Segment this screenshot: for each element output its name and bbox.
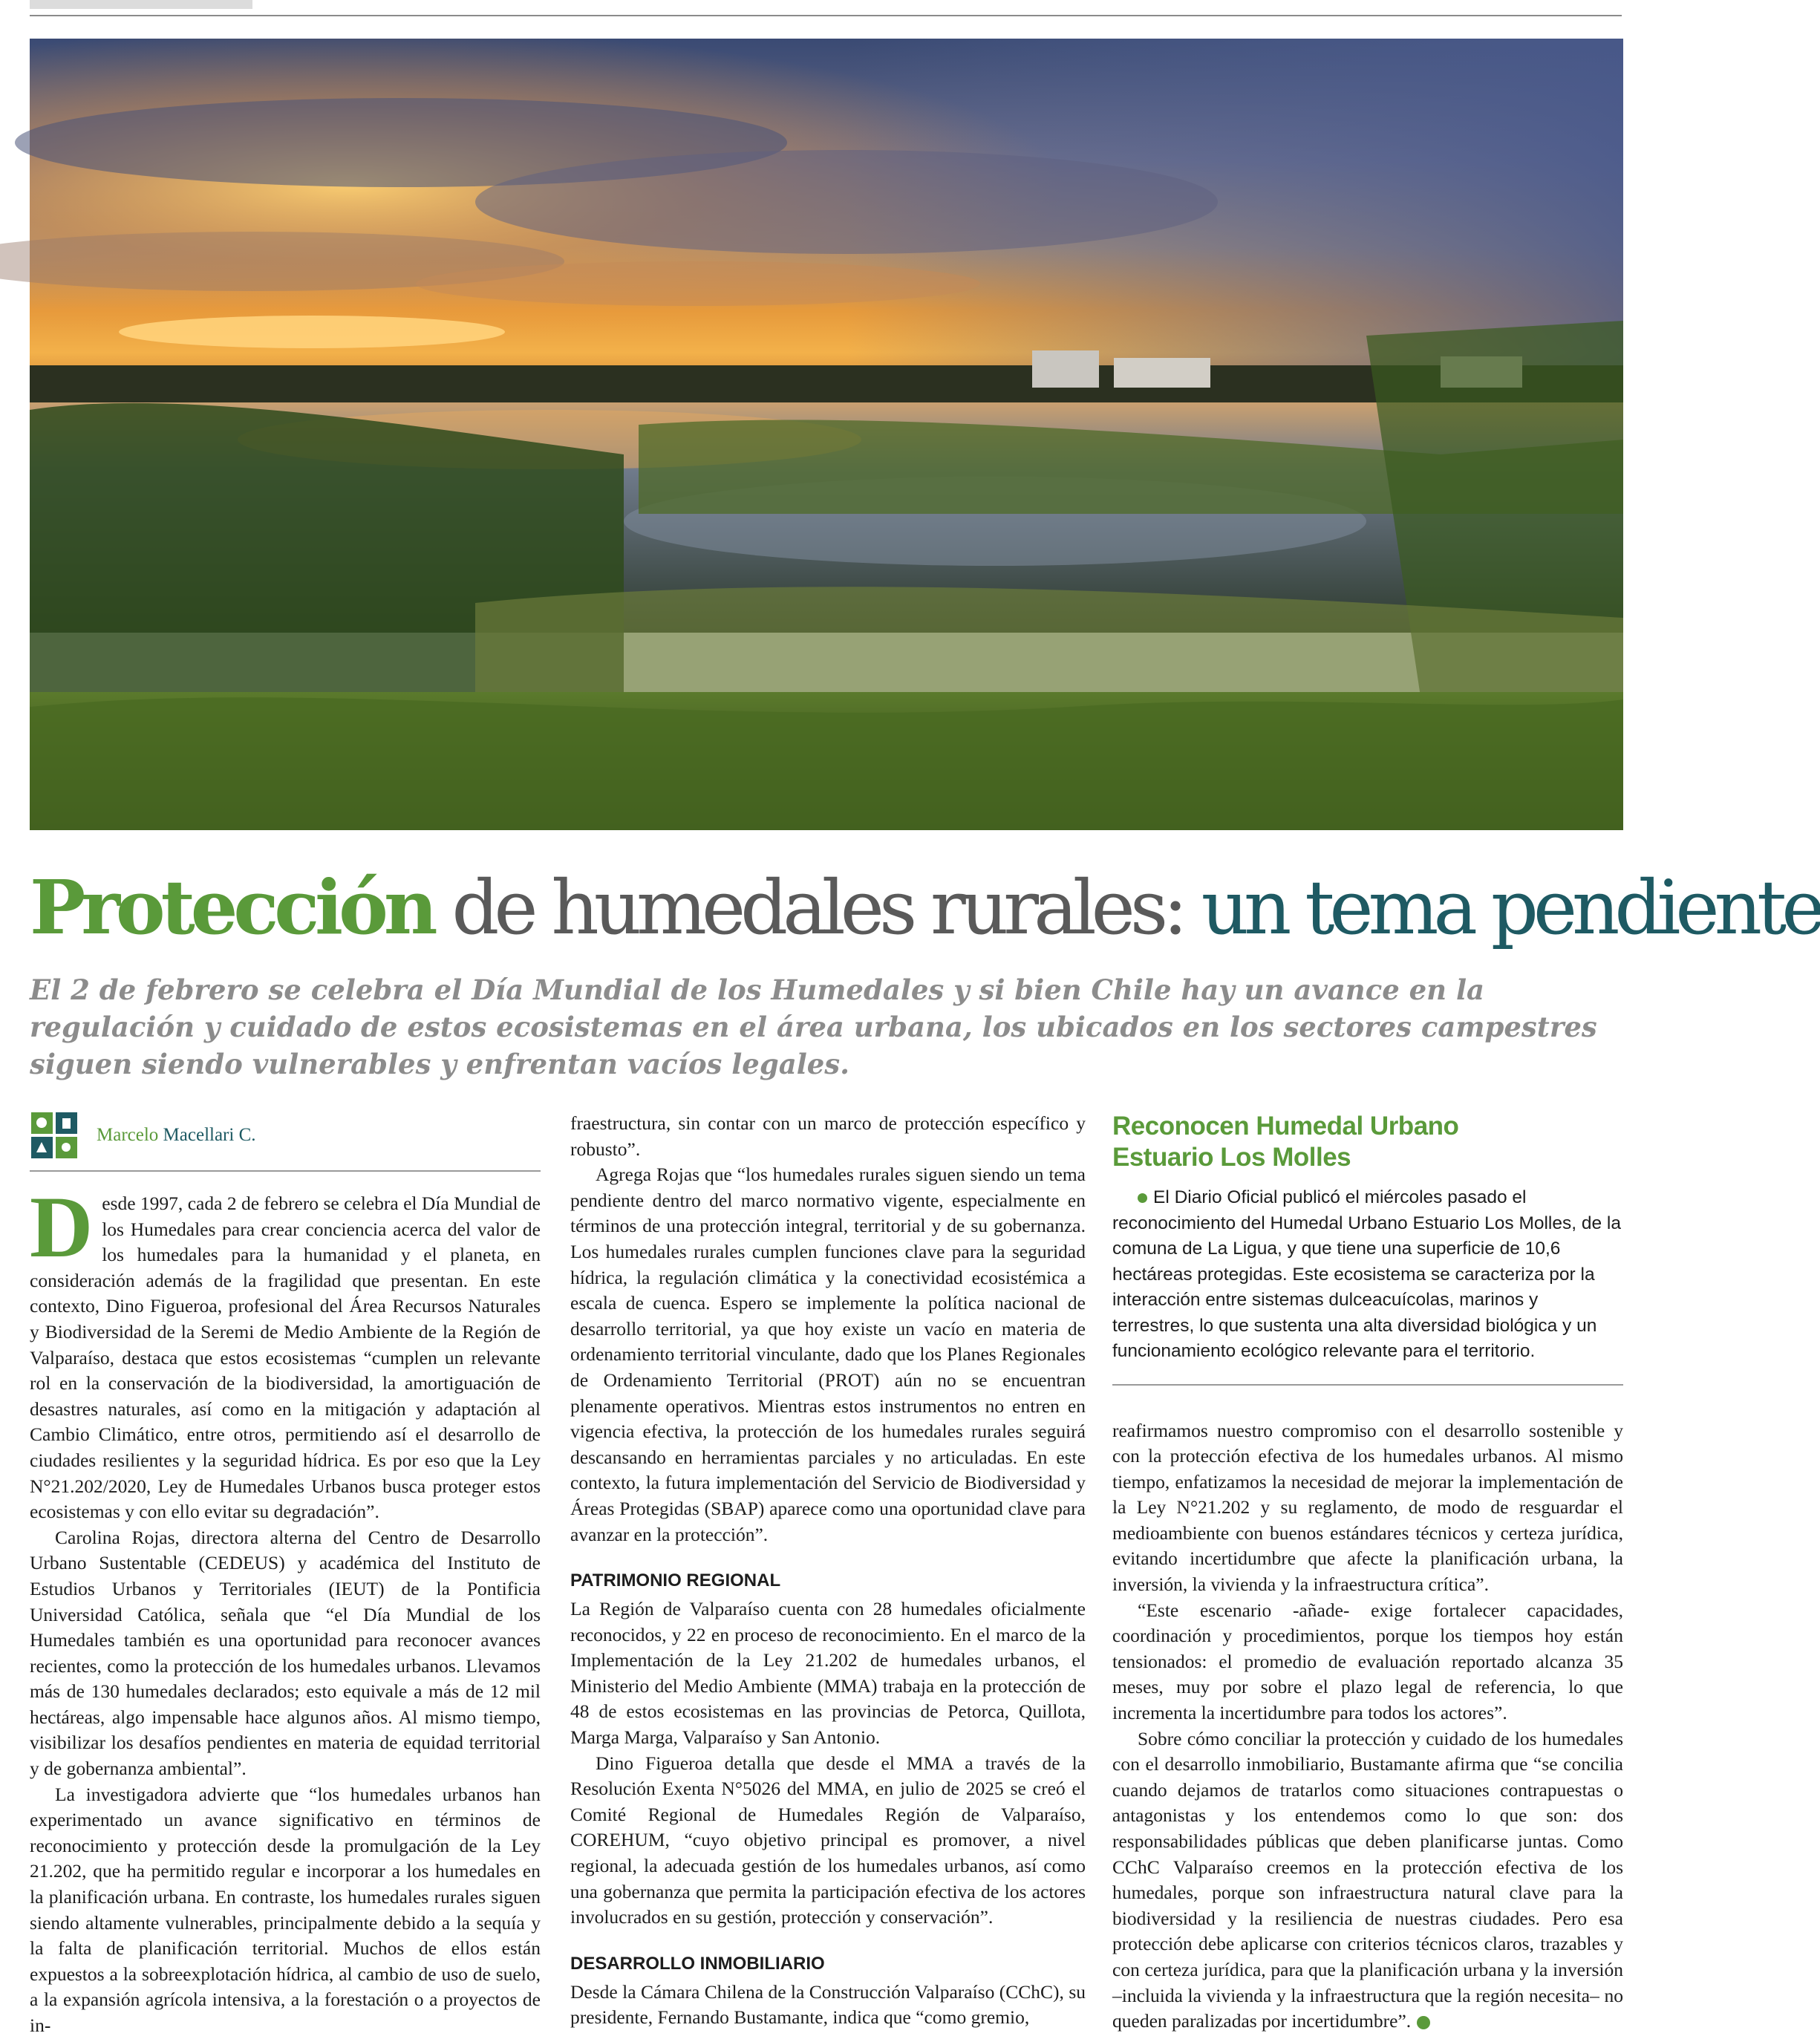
top-rule (30, 15, 1622, 16)
byline (30, 1111, 541, 1172)
top-page-strip (30, 0, 252, 9)
wetland-sunset-photo (30, 39, 1623, 830)
col1-paragraph-1 (30, 1178, 541, 1525)
byline-last-name: Macellari C. (163, 1124, 256, 1145)
column-1 (30, 1111, 541, 2039)
col3-paragraph-2: “Este escenario -añade- exige fortalecer capacidades, coordinación y procedimientos, porque los tiempos hoy están tensionados: el promedio de evaluación reportado alcanza 35 meses, muy por sobre el plazo legal de referencia, lo que incrementa la incertidumbre para todos los actores”. (1112, 1599, 1623, 1724)
bullet-dot-icon (1138, 1193, 1147, 1203)
headline-part-proteccion: Protección (30, 864, 434, 951)
col2-paragraph-4: Dino Figueroa detalla que desde el MMA a través de la Resolución Exenta N°5026 del MMA, en julio de 2025 se creó el Comité Regional de Humedales Región de Valparaíso, COREHUM, “cuyo objetivo principal es promover, a nivel regional, la adecuada gestión de los humedales urbanos, así como una gobernanza que permita la participación efectiva de los actores involucrados en su gestión, protección y conservación”. (570, 1752, 1086, 1928)
subheading-patrimonio-regional: PATRIMONIO REGIONAL (570, 1570, 781, 1591)
headline (30, 864, 1820, 951)
col2-paragraph-3: La Región de Valparaíso cuenta con 28 humedales oficialmente reconocidos, y 22 en proceso de reconocimiento. En el marco de la Implementación de la Ley 21.202 de humedales urbanos, el Ministerio del Medio Ambiente (MMA) trabaja en la protección de 48 de estos ecosistemas en las provincias de Petorca, Quillota, Marga Marga, Valparaíso y San Antonio. (570, 1598, 1086, 1749)
sidebar-box-title-line-2: Estuario Los Molles (1112, 1143, 1351, 1172)
sidebar-box (1112, 1111, 1623, 1386)
col2-paragraph-2: Agrega Rojas que “los humedales rurales siguen siendo un tema pendiente dentro del marco normativo vigente, especialmente en términos de una protección integral, territorial y de su gobernanza. Los humedales rurales cumplen funciones clave para la seguridad hídrica, la regulación climática y la conectividad ecosistémica a escala de cuenca. Espero se implemente la política nacional de desarrollo territorial, ya que hoy existe un vacío en materia de ordenamiento territorial vinculante, dado que los Planes Regionales de Ordenamiento Territorial (PROT) aún no se encuentran plenamente operativos. Mientras estos instrumentos no entren en vigencia efectiva, la protección de los humedales rurales seguirá descansando en herramientas parciales y no articuladas. En este contexto, la futura implementación del Servicio de Biodiversidad y Áreas Protegidas (SBAP) aparece como una oportunidad clave para avanzar en la protección”. (570, 1164, 1086, 1545)
col1-paragraph-3: La investigadora advierte que “los humedales urbanos han experimentado un avance significativo en términos de reconocimiento y protección desde la promulgación de la Ley 21.202, que ha permitido regular e incorporar a los humedales en la planificación urbana. En contraste, los humedales rurales siguen siendo altamente vulnerables, principalmente debido a la sequía y la falta de planificación territorial. Muchos de ellos están expuestos a la sobreexplotación hídrica, al cambio de uso de suelo, a la expansión agrícola intensiva, a la forestación o a proyectos de in- (30, 1783, 541, 2036)
col2-paragraph-1: fraestructura, sin contar con un marco de protección específico y robusto”. (570, 1112, 1086, 1160)
lede: El 2 de febrero se celebra el Día Mundial de los Humedales y si bien Chile hay un avance en la regulación y cuidado de estos ecosistemas en el área urbana, los ubicados en los sectores campestres siguen siendo vulnerables y enfrentan vacíos legales. (30, 973, 1597, 1080)
col3-paragraph-3-text: Sobre cómo conciliar la protección y cuidado de los humedales con el desarrollo inmobiliario, Bustamante afirma que “se concilia cuando dejamos de tratarlos como situaciones contrapuestas o antagonistas y los entendemos como lo que son: dos responsabilidades públicas que deben planificarse juntas. Como CChC Valparaíso creemos en la protección efectiva de los humedales, porque son infraestructura natural clave para la biodiversidad y la resiliencia de nuestras ciudades. Pero esa protección debe aplicarse con criterios técnicos claros, trazables y con certeza jurídica, para que la planificación urbana y la inversión –incluida la vivienda y la infraestructura que la región necesita– no queden paralizadas por incertidumbre”. (1112, 1727, 1623, 2032)
column-2 (570, 1111, 1086, 2031)
headline-part-pendiente: un tema pendiente (1182, 864, 1820, 951)
col3-paragraph-3 (1112, 1726, 1623, 2035)
col3-paragraph-1: reafirmamos nuestro compromiso con el desarrollo sostenible y con la protección efectiva de los humedales urbanos. Al mismo tiempo, enfatizamos la necesidad de mejorar la implementación de la Ley N°21.202 y su reglamento, de modo de resguardar el medioambiente con buenos estándares técnicos y certeza jurídica, evitando incertidumbre que afecte la planificación urbana, la inversión, la vivienda y la infraestructura crítica”. (1112, 1419, 1623, 1596)
byline-first-name: Marcelo (97, 1124, 159, 1145)
subheading-desarrollo-inmobiliario: DESARROLLO INMOBILIARIO (570, 1953, 825, 1974)
sidebar-box-body: El Diario Oficial publicó el miércoles pasado el reconocimiento del Humedal Urbano Estuario Los Molles, de la comuna de La Ligua, y que tiene una superficie de 10,6 hectáreas protegidas. Este ecosistema se caracteriza por la interacción entre sistemas dulceacuícolas, marinos y terrestres, lo que sustenta una alta diversidad biológica y un funcionamiento ecológico relevante para el territorio. (1112, 1187, 1621, 1361)
sidebar-box-title-line-1: Reconocen Humedal Urbano (1112, 1112, 1459, 1141)
sidebar-box-divider (1112, 1384, 1623, 1386)
sidebar-box-text (1112, 1185, 1623, 1365)
column-3 (1112, 1111, 1623, 2035)
section-logo-icon (30, 1111, 79, 1160)
sidebar-box-title (1112, 1111, 1623, 1173)
col1-paragraph-2: Carolina Rojas, directora alterna del Centro de Desarrollo Urbano Sustentable (CEDEUS) y académica del Instituto de Estudios Urbanos y Territoriales (IEUT) de la Pontificia Universidad Católica, señala que “el Día Mundial de los Humedales también es una oportunidad para reconocer avances recientes, como la protección de los humedales urbanos. Llevamos más de 130 humedales declarados; esto equivale a más de 12 mil hectáreas, algo impensable hace algunos años. Al mismo tiempo, visibilizar los desafíos pendientes en materia de equidad territorial y de gobernanza ambiental”. (30, 1526, 541, 1780)
drop-cap: D (30, 1178, 94, 1276)
byline-author (97, 1123, 256, 1149)
end-mark-icon (1417, 2016, 1430, 2029)
headline-part-humedales: de humedales rurales: (433, 864, 1183, 951)
col1-paragraph-1-text: esde 1997, cada 2 de febrero se celebra el Día Mundial de los Humedales para crear conciencia acerca del valor de los humedales para la humanidad y el planeta, en consideración además de la fragilidad que presentan. En este contexto, Dino Figueroa, profesional del Área Recursos Naturales y Biodiversidad de la Seremi de Medio Ambiente de la Región de Valparaíso, destaca que estos ecosistemas “cumplen un relevante rol en la conservación de la biodiversidad, la amortiguación de desastres naturales, así como en la mitigación y adaptación al Cambio Climático, entre otros, permitiendo así el desarrollo de ciudades resilientes y la seguridad hídrica. Es por eso que la Ley N°21.202/2020, Ley de Humedales Urbanos busca proteger estos ecosistemas y con ello evitar su degradación”. (30, 1193, 541, 1523)
col2-paragraph-5: Desde la Cámara Chilena de la Construcción Valparaíso (CChC), su presidente, Fernando Bustamante, indica que “como gremio, (570, 1980, 1086, 2029)
